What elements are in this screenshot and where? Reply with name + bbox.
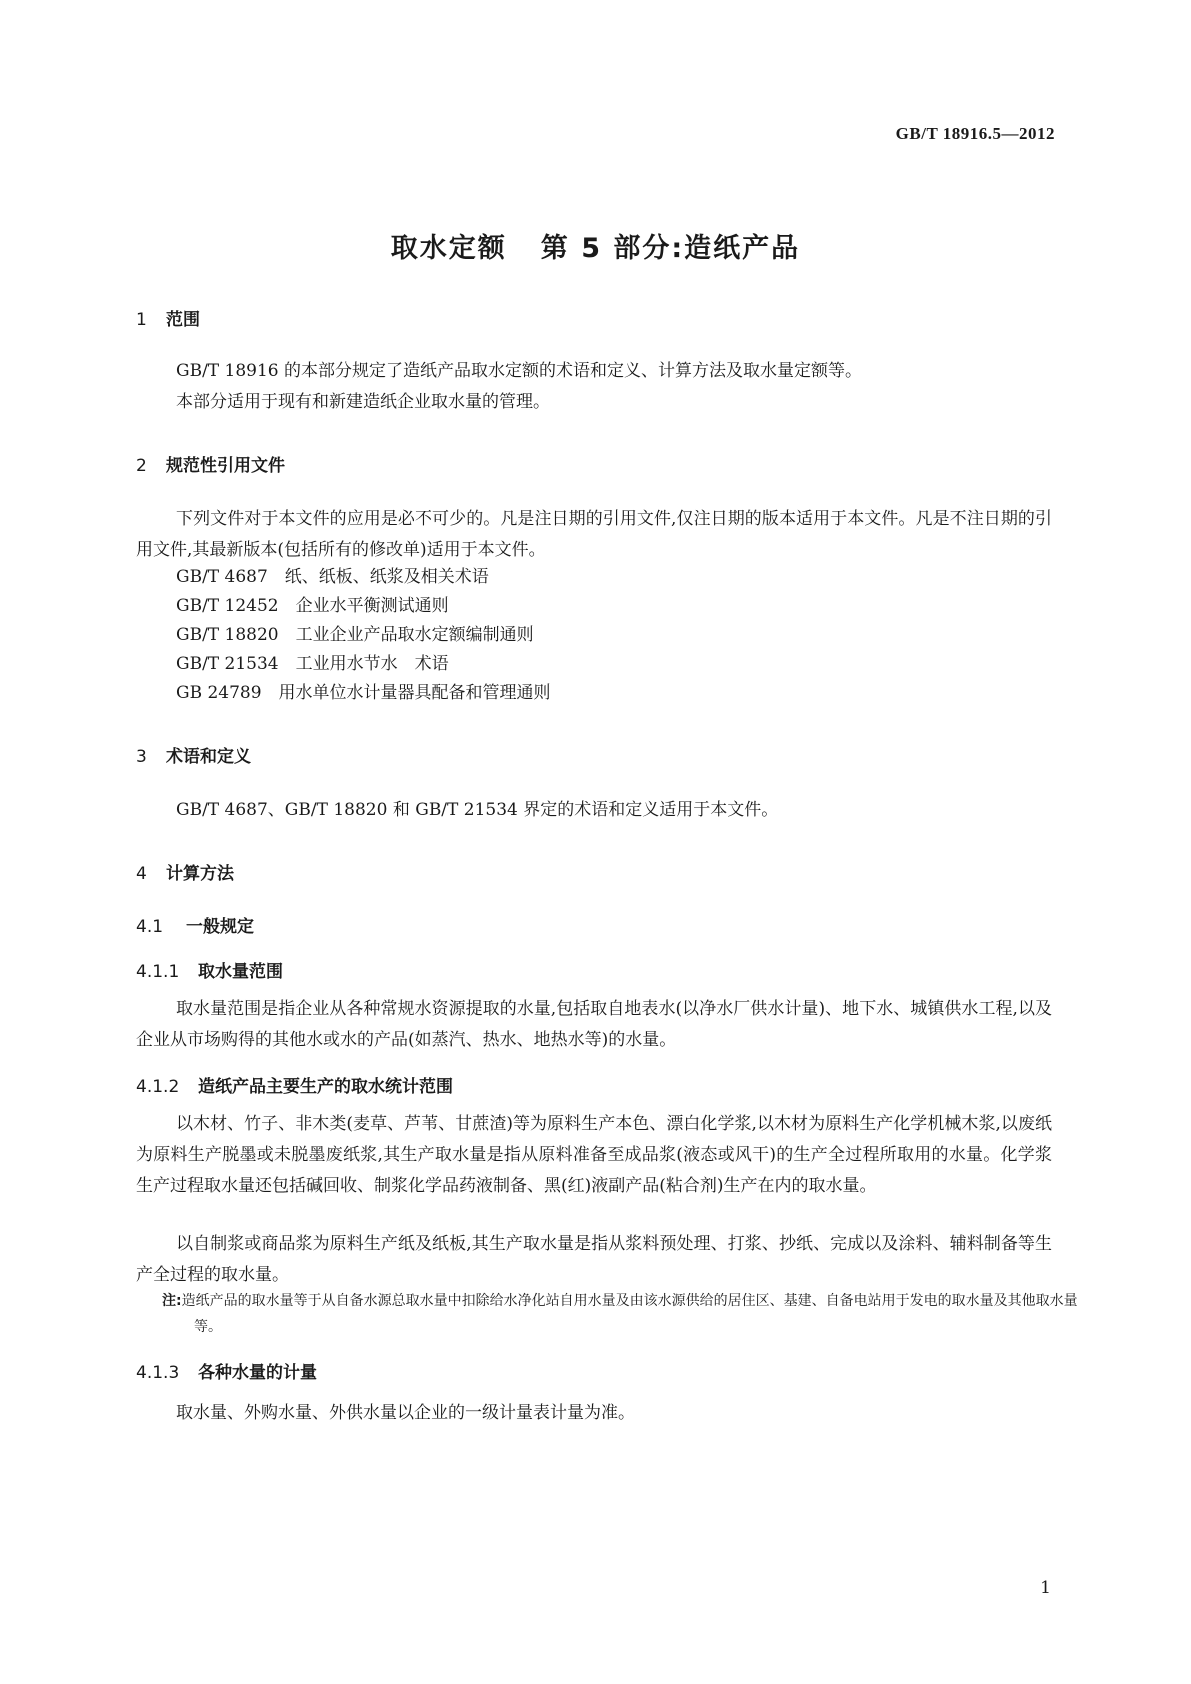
section-1-paragraph-2: 本部分适用于现有和新建造纸企业取水量的管理。 bbox=[176, 392, 550, 412]
section-4-number: 4 bbox=[136, 864, 147, 884]
section-1-number: 1 bbox=[136, 310, 147, 330]
section-3-number: 3 bbox=[136, 747, 147, 767]
section-3-heading bbox=[136, 742, 251, 767]
section-3-paragraph-1: GB/T 4687、GB/T 18820 和 GB/T 21534 界定的术语和定义适用于本文件。 bbox=[176, 800, 779, 820]
normative-reference-item: GB 24789 用水单位水计量器具配备和管理通则 bbox=[176, 683, 551, 703]
section-4-1-3-heading bbox=[136, 1358, 317, 1383]
section-4-heading bbox=[136, 859, 234, 884]
section-3-title: 术语和定义 bbox=[166, 747, 251, 767]
normative-reference-item: GB/T 12452 企业水平衡测试通则 bbox=[176, 596, 449, 616]
section-4-1-3-number: 4.1.3 bbox=[136, 1363, 180, 1383]
section-2-title: 规范性引用文件 bbox=[166, 456, 285, 476]
section-4-1-3-title: 各种水量的计量 bbox=[198, 1363, 317, 1383]
section-4-1-heading bbox=[136, 912, 254, 937]
section-4-1-1-number: 4.1.1 bbox=[136, 962, 180, 982]
standard-code: GB/T 18916.5—2012 bbox=[895, 124, 1055, 143]
section-4-1-title: 一般规定 bbox=[186, 917, 254, 937]
section-4-1-2-paragraph-1: 以木材、竹子、非木类(麦草、芦苇、甘蔗渣)等为原料生产本色、漂白化学浆,以木材为原料生产化学机械木浆,以废纸为原料生产脱墨或未脱墨废纸浆,其生产取水量是指从原料准备至成品浆(液态或风干)的生产全过程所取用的水量。化学浆生产过程取水量还包括碱回收、制浆化学品药液制备、黑(红)液副产品(粘合剂)生产在内的取水量。 bbox=[136, 1114, 1052, 1196]
section-4-1-1-paragraph-1: 取水量范围是指企业从各种常规水资源提取的水量,包括取自地表水(以净水厂供水计量)、地下水、城镇供水工程,以及企业从市场购得的其他水或水的产品(如蒸汽、热水、地热水等)的水量。 bbox=[136, 999, 1052, 1050]
section-2-paragraph-1: 下列文件对于本文件的应用是必不可少的。凡是注日期的引用文件,仅注日期的版本适用于本文件。凡是不注日期的引用文件,其最新版本(包括所有的修改单)适用于本文件。 bbox=[136, 509, 1052, 560]
note bbox=[162, 1288, 1084, 1340]
page-title bbox=[0, 226, 1191, 265]
normative-reference-item: GB/T 18820 工业企业产品取水定额编制通则 bbox=[176, 625, 534, 645]
section-1-title: 范围 bbox=[166, 310, 200, 330]
title-part1: 取水定额 bbox=[390, 233, 507, 264]
section-4-1-2-title: 造纸产品主要生产的取水统计范围 bbox=[198, 1077, 453, 1097]
section-4-1-2-paragraph-2: 以自制浆或商品浆为原料生产纸及纸板,其生产取水量是指从浆料预处理、打浆、抄纸、完成以及涂料、辅料制备等生产全过程的取水量。 bbox=[136, 1234, 1052, 1285]
page-number: 1 bbox=[1040, 1578, 1051, 1598]
section-1-paragraph-1: GB/T 18916 的本部分规定了造纸产品取水定额的术语和定义、计算方法及取水量定额等。 bbox=[176, 361, 863, 381]
section-4-1-number: 4.1 bbox=[136, 917, 164, 937]
normative-reference-item: GB/T 4687 纸、纸板、纸浆及相关术语 bbox=[176, 567, 489, 587]
section-1-heading bbox=[136, 305, 200, 330]
section-4-1-3-paragraph-1: 取水量、外购水量、外供水量以企业的一级计量表计量为准。 bbox=[176, 1403, 635, 1423]
normative-reference-item: GB/T 21534 工业用水节水 术语 bbox=[176, 654, 449, 674]
section-2-number: 2 bbox=[136, 456, 147, 476]
section-4-1-2-number: 4.1.2 bbox=[136, 1077, 180, 1097]
note-text: 造纸产品的取水量等于从自备水源总取水量中扣除给水净化站自用水量及由该水源供给的居住区、基建、自备电站用于发电的取水量及其他取水量等。 bbox=[181, 1293, 1078, 1335]
section-2-heading bbox=[136, 451, 285, 476]
note-label: 注: bbox=[162, 1293, 182, 1309]
section-4-1-1-heading bbox=[136, 957, 283, 982]
section-4-1-2-heading bbox=[136, 1072, 453, 1097]
title-part2: 第 5 部分:造纸产品 bbox=[540, 233, 801, 264]
section-4-title: 计算方法 bbox=[166, 864, 234, 884]
section-4-1-1-title: 取水量范围 bbox=[198, 962, 283, 982]
